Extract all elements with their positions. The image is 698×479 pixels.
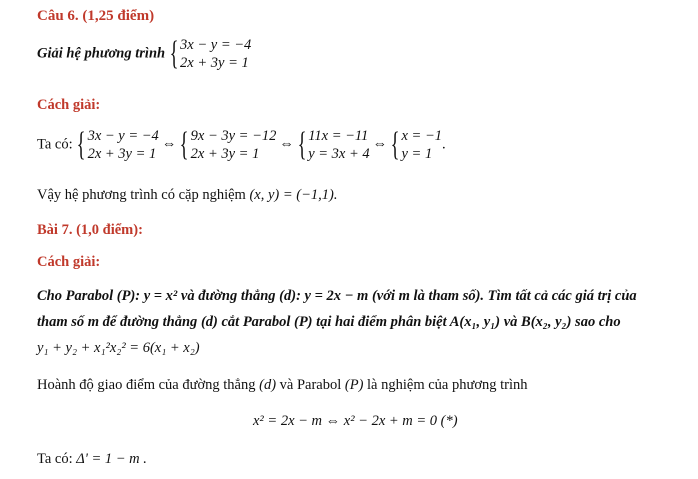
line-label: (d): [279, 288, 297, 304]
problem-p2: và đường thẳng: [180, 288, 276, 304]
cau6-problem: [37, 36, 251, 72]
hoanh-do-line: [37, 377, 528, 394]
conclusion-text: Vậy hệ phương trình có cặp nghiệm: [37, 187, 246, 203]
solution-step4: { x = −1 y = 1: [390, 126, 442, 163]
solution-step3: { 11x = −11 y = 3x + 4: [297, 126, 370, 163]
step2-eq2: 2x + 3y = 1: [190, 146, 260, 162]
step3-eq1: 11x = −11: [308, 128, 369, 144]
hoanh-do-p: (P): [344, 377, 364, 393]
step1-eq2: 2x + 3y = 1: [87, 146, 157, 162]
cau6-system: { 3x − y = −4 2x + 3y = 1: [169, 35, 252, 72]
point-a: A(x₁, y₁): [449, 314, 501, 330]
hoanh-do-d: (d): [259, 377, 277, 393]
problem-line-2: [37, 314, 621, 331]
problem-line2a: tham số: [37, 314, 85, 330]
hoanh-do-t3: là nghiệm của phương trình: [367, 377, 528, 393]
problem-p4: là tham số). Tìm tất cả các giá trị của: [413, 288, 637, 304]
cau6-prompt: Giải hệ phương trình: [37, 45, 166, 62]
cau6-eq1: 3x − y = −4: [180, 37, 252, 53]
equiv-arrow-icon: ⇔: [161, 136, 177, 153]
delta-intro: Ta có:: [37, 451, 73, 467]
line-label-2: (d): [200, 314, 218, 330]
problem-line-1: [37, 288, 637, 305]
cau6-eq2: 2x + 3y = 1: [180, 55, 249, 71]
line-equation: : y = 2x − m: [296, 288, 369, 304]
parabol-label-2: (P): [293, 314, 313, 330]
problem-p1: Cho Parabol: [37, 288, 114, 304]
cach-giai-1: Cách giải:: [37, 97, 101, 113]
problem-line2d: tại hai điểm phân biệt: [316, 314, 447, 330]
equiv-arrow-icon: ⇔: [279, 136, 294, 153]
parabol-equation: : y = x²: [135, 288, 178, 304]
solution-chain: [37, 127, 446, 163]
step4-eq2: y = 1: [401, 146, 433, 162]
conclusion-1: [37, 187, 337, 204]
point-b: B(x₂, y₂): [521, 314, 572, 330]
solution-intro: Ta có:: [37, 136, 73, 153]
cau6-heading: Câu 6. (1,25 điểm): [37, 8, 155, 24]
step2-eq1: 9x − 3y = −12: [190, 128, 277, 144]
problem-line2b: để đường thẳng: [102, 314, 198, 330]
solution-step1: { 3x − y = −4 2x + 3y = 1: [76, 126, 159, 163]
step3-eq2: y = 3x + 4: [308, 146, 370, 162]
solution-end: .: [442, 136, 446, 153]
parabol-label: (P): [116, 288, 136, 304]
equiv-arrow-icon: ⇔: [372, 136, 388, 153]
param-m-2: m: [87, 314, 100, 330]
problem-p3: (với: [371, 288, 396, 304]
delta-math: Δ' = 1 − m .: [76, 451, 147, 467]
hoanh-do-t1: Hoành độ giao điểm của đường thẳng: [37, 377, 256, 393]
bai7-heading: Bài 7. (1,0 điểm):: [37, 222, 143, 238]
problem-va: và: [503, 314, 518, 330]
conclusion-math: (x, y) = (−1,1).: [249, 187, 338, 203]
problem-condition: y₁ + y₂ + x₁²x₂² = 6(x₁ + x₂): [37, 340, 200, 356]
solution-step2: { 9x − 3y = −12 2x + 3y = 1: [179, 126, 277, 163]
problem-line2c: cắt Parabol: [221, 314, 291, 330]
delta-line: [37, 451, 147, 468]
problem-line2e: sao cho: [575, 314, 621, 330]
step1-eq1: 3x − y = −4: [87, 128, 159, 144]
param-m: m: [398, 288, 410, 304]
cach-giai-2: Cách giải:: [37, 254, 101, 270]
quadratic-equation: x² = 2x − m ⇔ x² − 2x + m = 0 (*): [253, 413, 458, 429]
step4-eq1: x = −1: [401, 128, 442, 144]
hoanh-do-t2: và Parabol: [279, 377, 342, 393]
